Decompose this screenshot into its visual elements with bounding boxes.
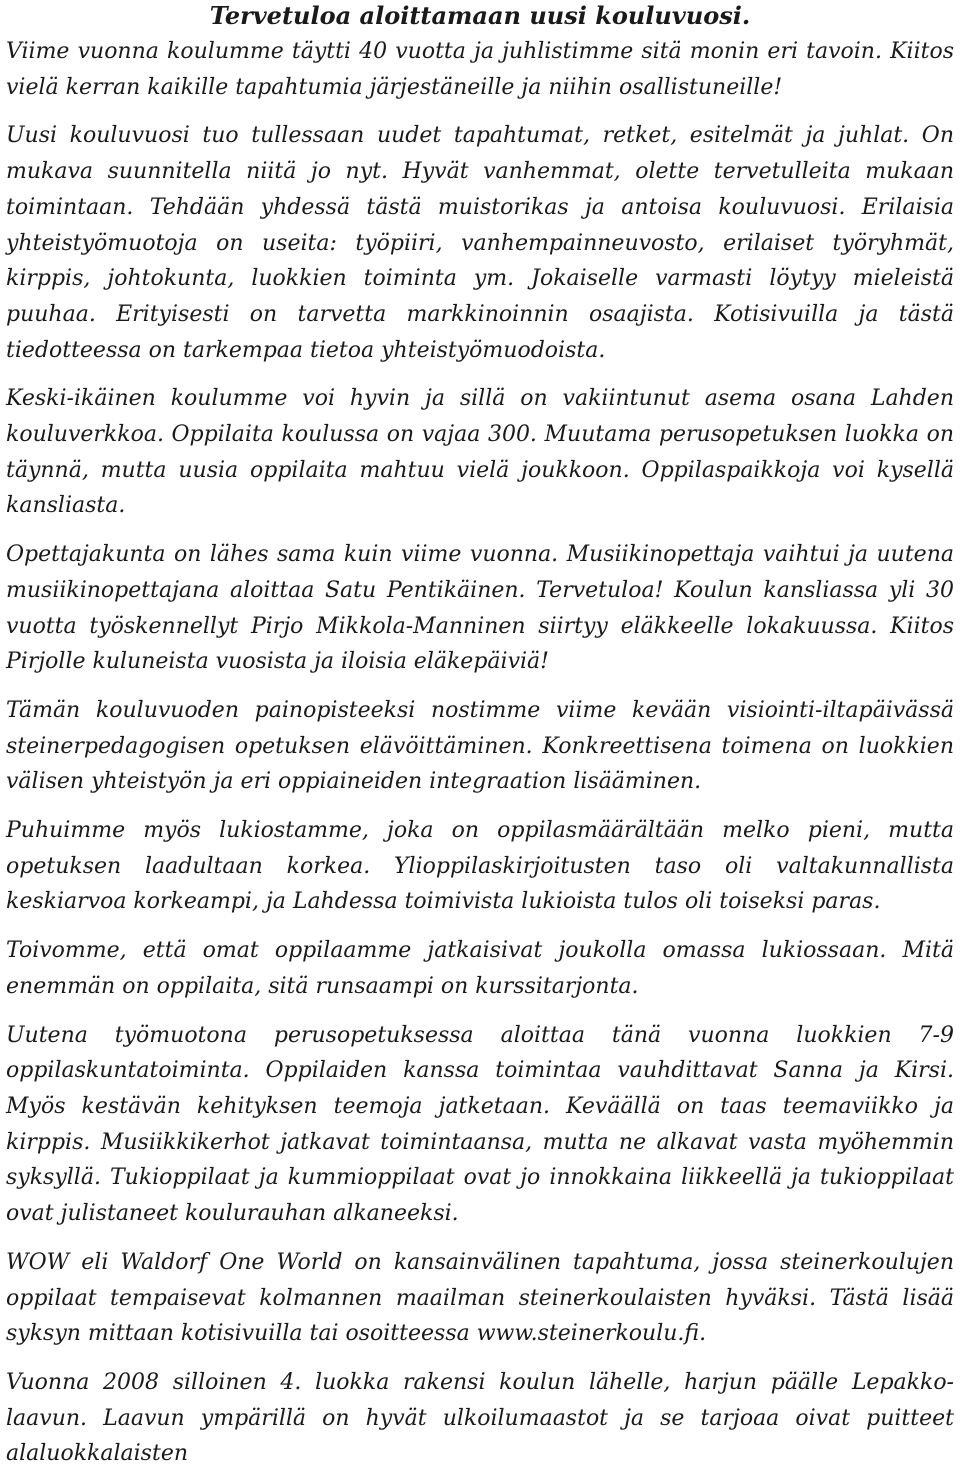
paragraph-lean-to: Vuonna 2008 silloinen 4. luokka rakensi koulun lähelle, harjun päälle Lepakko-laavun. Laavun ympärillä on hyvät ulkoilumaastot ja se tarjoaa oivat puitteet alaluokkalaisten	[6, 1369, 954, 1467]
document-title: Tervetuloa aloittamaan uusi kouluvuosi.	[209, 1, 751, 30]
paragraph-anniversary: Viime vuonna koulumme täytti 40 vuotta ja juhlistimme sitä monin eri tavoin. Kiitos vielä kerran kaikille tapahtumia järjestäneille ja niihin osallistuneille!	[6, 39, 954, 100]
paragraph-school-status: Keski-ikäinen koulumme voi hyvin ja sillä on vakiintunut asema osana Lahden kouluverkkoa. Oppilaita koulussa on vajaa 300. Muutama perusopetuksen luokka on täynnä, mutta uusia oppilaita mahtuu vielä joukkoon. Oppilaspaikkoja voi kysellä kansliasta.	[6, 386, 954, 519]
paragraph-focus: Tämän kouluvuoden painopisteeksi nostimme viime kevään visiointi-iltapäivässä steinerpedagogisen opetuksen elävöittäminen. Konkreettisena toimena on luokkien välisen yhteistyön ja eri oppiaineiden integraation lisääminen.	[6, 697, 954, 795]
paragraph-hope: Toivomme, että omat oppilaamme jatkaisivat joukolla omassa lukiossaan. Mitä enemmän on oppilaita, sitä runsaampi on kurssitarjonta.	[6, 938, 954, 999]
paragraph-upper-secondary: Puhuimme myös lukiostamme, joka on oppilasmäärältään melko pieni, mutta opetuksen laadultaan korkea. Ylioppilaskirjoitusten taso oli valtakunnallista keskiarvoa korkeampi, ja Lahdessa toimivista lukioista tulos oli toiseksi paras.	[6, 818, 954, 915]
paragraph-student-council: Uutena työmuotona perusopetuksessa aloittaa tänä vuonna luokkien 7-9 oppilaskuntatoiminta. Oppilaiden kanssa toimintaa vauhdittavat Sanna ja Kirsi. Myös kestävän kehityksen teemoja jatketaan. Keväällä on taas teemaviikko ja kirppis. Musiikkikerhot jatkavat toimintaansa, mutta ne alkavat vasta myöhemmin syksyllä. Tukioppilaat ja kummioppilaat ovat jo innokkaina liikkeellä ja tukioppilaat ovat julistaneet koulurauhan alkaneeksi.	[6, 1022, 954, 1227]
paragraph-cooperation: Uusi kouluvuosi tuo tullessaan uudet tapahtumat, retket, esitelmät ja juhlat. On mukava suunnitella niitä jo nyt. Hyvät vanhemmat, olette tervetulleita mukaan toimintaan. Tehdään yhdessä tästä muistorikas ja antoisa kouluvuosi. Erilaisia yhteistyömuotoja on useita: työpiiri, vanhempainneuvosto, erilaiset työryhmät, kirppis, johtokunta, luokkien toiminta ym. Jokaiselle varmasti löytyy mieleistä puuhaa. Erityisesti on tarvetta markkinoinnin osaajista. Kotisivuilla ja tästä tiedotteessa on tarkempaa tietoa yhteistyömuodoista.	[6, 123, 954, 363]
paragraph-staff: Opettajakunta on lähes sama kuin viime vuonna. Musiikinopettaja vaihtui ja uutena musiikinopettajana aloittaa Satu Pentikäinen. Tervetuloa! Koulun kansliassa yli 30 vuotta työskennellyt Pirjo Mikkola-Manninen siirtyy eläkkeelle lokakuussa. Kiitos Pirjolle kuluneista vuosista ja iloisia eläkepäiviä!	[6, 542, 954, 675]
paragraph-wow: WOW eli Waldorf One World on kansainvälinen tapahtuma, jossa steinerkoulujen oppilaat tempaisevat kolmannen maailman steinerkoulaisten hyväksi. Tästä lisää syksyn mittaan kotisivuilla tai osoitteessa www.steinerkoulu.fi.	[6, 1249, 954, 1347]
